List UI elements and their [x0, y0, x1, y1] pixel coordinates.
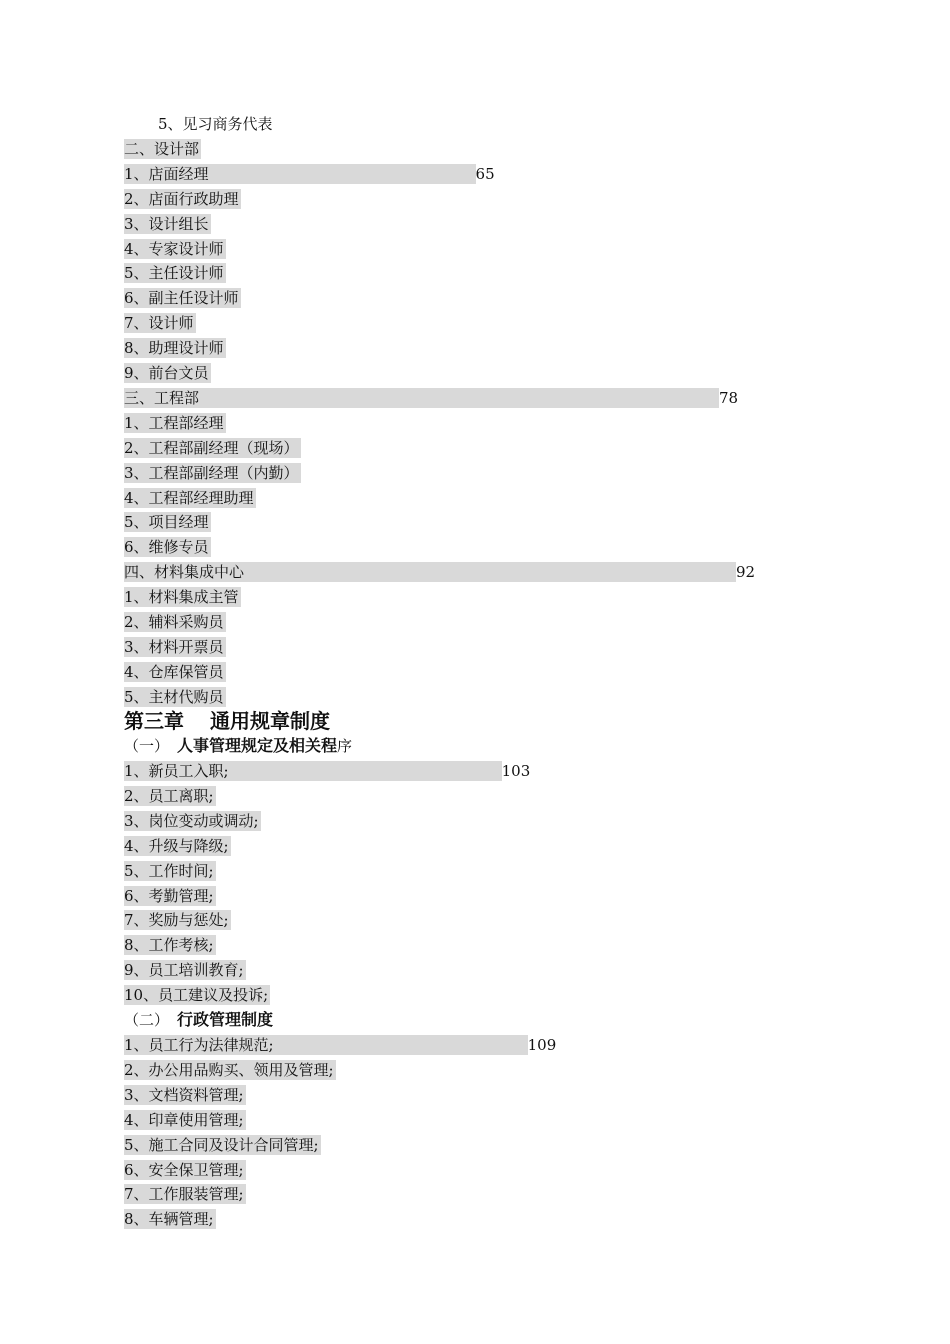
section-prefix: （二）: [124, 1011, 170, 1029]
toc-entry[interactable]: [124, 413, 226, 433]
toc-entry-label: 9、员工培训教育;: [124, 961, 244, 980]
toc-entry-label: 1、店面经理: [124, 164, 209, 183]
toc-entry-label: 4、印章使用管理;: [124, 1110, 244, 1129]
toc-entry-label: 8、车辆管理;: [124, 1210, 214, 1229]
toc-entry[interactable]: [124, 1060, 336, 1080]
toc-entry-label: 5、主材代购员: [124, 687, 224, 706]
toc-entry[interactable]: [124, 338, 226, 358]
toc-entry[interactable]: [124, 836, 231, 856]
toc-entry-label: 2、辅料采购员: [124, 613, 224, 631]
section-prefix: （一）: [124, 737, 170, 755]
chapter-number: 第三章: [124, 709, 184, 733]
toc-entry[interactable]: [124, 189, 241, 209]
toc-entry-label: 3、文档资料管理;: [124, 1085, 244, 1104]
toc-entry[interactable]: [124, 288, 241, 308]
toc-page-number: 92: [736, 563, 756, 582]
toc-entry-label: 5、施工合同及设计合同管理;: [124, 1135, 319, 1154]
toc-entry[interactable]: [124, 1035, 556, 1055]
toc-entry[interactable]: [124, 861, 216, 881]
toc-entry[interactable]: [124, 786, 216, 806]
toc-entry-label: 1、新员工入职;: [124, 762, 229, 780]
toc-entry[interactable]: [124, 1135, 321, 1155]
toc-entry[interactable]: [124, 811, 261, 831]
toc-leader: [229, 761, 502, 781]
toc-entry[interactable]: [124, 587, 241, 607]
toc-entry[interactable]: [124, 761, 530, 781]
toc-entry[interactable]: [124, 239, 226, 259]
toc-entry[interactable]: [124, 562, 755, 582]
toc-entry-label: 5、项目经理: [124, 513, 209, 532]
toc-entry-label: 5、工作时间;: [124, 861, 214, 880]
toc-entry[interactable]: [124, 263, 226, 283]
toc-entry-label: 3、材料开票员: [124, 637, 224, 656]
toc-entry[interactable]: [124, 1184, 246, 1204]
toc-entry[interactable]: [124, 388, 738, 408]
toc-entry-label: 4、升级与降级;: [124, 836, 229, 855]
toc-entry[interactable]: [124, 637, 226, 657]
toc-entry[interactable]: [124, 935, 216, 955]
toc-entry-label: 5、见习商务代表: [158, 115, 273, 133]
toc-entry-label: 8、助理设计师: [124, 339, 224, 358]
toc-entry-label: 三、工程部: [124, 388, 200, 407]
toc-leader: [244, 562, 736, 582]
toc-entry-label: 5、主任设计师: [124, 264, 224, 283]
toc-page-number: 109: [527, 1036, 557, 1054]
toc-entry-label: 7、设计师: [124, 314, 194, 333]
section-title: 行政管理制度: [177, 1010, 274, 1029]
toc-leader: [209, 164, 476, 184]
toc-entry-label: 2、店面行政助理: [124, 189, 239, 208]
toc-entry-label: 3、岗位变动或调动;: [124, 811, 259, 830]
toc-entry[interactable]: [124, 139, 201, 159]
toc-leader: [199, 388, 719, 408]
toc-entry[interactable]: [124, 1085, 246, 1105]
toc-entry-label: 2、员工离职;: [124, 786, 214, 805]
toc-entry-label: 2、办公用品购买、领用及管理;: [124, 1060, 334, 1079]
toc-entry-label: 2、工程部副经理（现场）: [124, 438, 299, 457]
toc-entry[interactable]: [124, 1110, 246, 1130]
toc-entry[interactable]: [124, 985, 270, 1005]
toc-entry-label: 4、专家设计师: [124, 239, 224, 258]
toc-entry[interactable]: [124, 910, 231, 930]
toc-entry-label: 1、工程部经理: [124, 413, 224, 432]
toc-entry-label: 4、工程部经理助理: [124, 488, 254, 507]
toc-entry[interactable]: [124, 164, 495, 184]
toc-entry[interactable]: [124, 463, 301, 483]
toc-entry[interactable]: [124, 438, 301, 458]
toc-entry-label: 1、员工行为法律规范;: [124, 1036, 274, 1054]
toc-entry[interactable]: [124, 537, 211, 557]
toc-entry[interactable]: [124, 488, 256, 508]
toc-entry-label: 9、前台文员: [124, 364, 209, 382]
toc-entry-label: 3、设计组长: [124, 214, 209, 233]
toc-entry-label: 1、材料集成主管: [124, 588, 239, 607]
toc-entry-label: 4、仓库保管员: [124, 662, 224, 681]
toc-entry[interactable]: [124, 687, 226, 707]
toc-page-number: 65: [475, 164, 495, 183]
toc-page-number: 103: [501, 762, 531, 780]
section-heading-1: [124, 735, 352, 757]
toc-entry-label: 6、维修专员: [124, 538, 209, 557]
toc-entry-label: 6、副主任设计师: [124, 289, 239, 308]
toc-entry-label: 6、安全保卫管理;: [124, 1160, 244, 1179]
toc-entry[interactable]: [124, 1209, 216, 1229]
toc-entry[interactable]: [124, 960, 246, 980]
toc-entry[interactable]: [158, 114, 273, 134]
toc-entry[interactable]: [124, 313, 196, 333]
toc-entry[interactable]: [124, 363, 211, 383]
chapter-title: 通用规章制度: [210, 709, 330, 733]
toc-entry-label: 7、奖励与惩处;: [124, 911, 229, 930]
toc-entry[interactable]: [124, 214, 211, 234]
section-title: 人事管理规定及相关程: [177, 736, 338, 755]
toc-entry[interactable]: [124, 662, 226, 682]
toc-entry-label: 8、工作考核;: [124, 936, 214, 955]
toc-entry-label: 3、工程部副经理（内勤）: [124, 463, 299, 482]
chapter-heading: [124, 708, 330, 734]
toc-entry-label: 7、工作服装管理;: [124, 1185, 244, 1204]
toc-entry-label: 二、设计部: [124, 139, 200, 158]
toc-entry-label: 10、员工建议及投诉;: [124, 986, 269, 1005]
toc-entry-label: 6、考勤管理;: [124, 886, 214, 905]
toc-entry-label: 四、材料集成中心: [124, 563, 245, 582]
toc-entry[interactable]: [124, 886, 216, 906]
section-title-tail: 序: [337, 737, 353, 755]
toc-entry[interactable]: [124, 1160, 246, 1180]
toc-entry[interactable]: [124, 512, 211, 532]
toc-leader: [274, 1035, 528, 1055]
toc-page-number: 78: [719, 388, 739, 407]
toc-entry[interactable]: [124, 612, 226, 632]
section-heading-2: [124, 1009, 273, 1031]
